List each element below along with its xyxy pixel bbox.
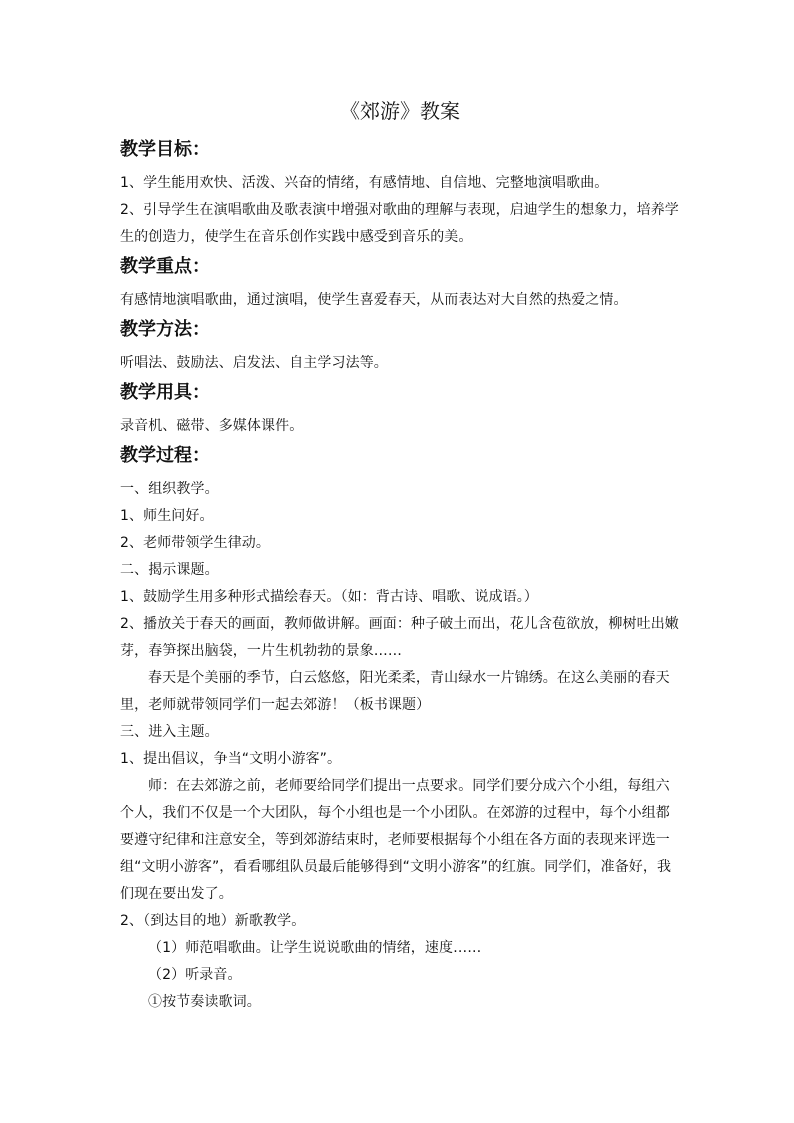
goal-item-1: 1、学生能用欢快、活泼、兴奋的情绪，有感情地、自信地、完整地演唱歌曲。 — [120, 175, 609, 191]
section-heading-methods: 教学方法： — [120, 319, 210, 340]
process-paragraph: 2、老师带领学生律动。 — [120, 535, 271, 551]
process-paragraph: 师：在去郊游之前，老师要给同学们提出一点要求。同学们要分成六个小组，每组六个人，我们不仅是一个大团队，每个小组也是一个小团队。在郊游的过程中，每个小组都要遵守纪律和注意安全，等到郊游结束时，老师要根据每个小组在各方面的表现来评选一组“文明小游客”，看看哪组队员最后能够得到“文明小游客”的红旗。同学们，准备好，我们现在要出发了。 — [120, 778, 672, 902]
tools-text: 录音机、磁带、多媒体课件。 — [120, 418, 304, 434]
section-heading-focus: 教学重点： — [120, 256, 210, 277]
process-paragraph: （2）听录音。 — [148, 967, 242, 983]
section-heading-process: 教学过程： — [120, 445, 210, 466]
goal-item-2: 2、引导学生在演唱歌曲及歌表演中增强对歌曲的理解与表现，启迪学生的想象力，培养学生的创造力，使学生在音乐创作实践中感受到音乐的美。 — [120, 202, 679, 245]
process-paragraph: 二、揭示课题。 — [120, 562, 219, 578]
process-paragraph: ①按节奏读歌词。 — [148, 994, 261, 1010]
focus-text: 有感情地演唱歌曲，通过演唱，使学生喜爱春天，从而表达对大自然的热爱之情。 — [120, 292, 628, 308]
process-paragraph: 1、鼓励学生用多种形式描绘春天。（如：背古诗、唱歌、说成语。） — [120, 589, 539, 605]
section-heading-tools: 教学用具： — [120, 382, 210, 403]
page-title: 《郊游》教案 — [340, 99, 460, 123]
process-paragraph: 1、提出倡议，争当“文明小游客”。 — [120, 751, 342, 767]
methods-text: 听唱法、鼓励法、启发法、自主学习法等。 — [120, 355, 388, 371]
process-paragraph: 春天是个美丽的季节，白云悠悠，阳光柔柔，青山绿水一片锦绣。在这么美丽的春天里，老师就带领同学们一起去郊游！（板书课题） — [120, 670, 670, 713]
process-paragraph: 三、进入主题。 — [120, 724, 219, 740]
process-paragraph: 1、师生问好。 — [120, 508, 214, 524]
document-page — [120, 96, 680, 1016]
process-paragraph: 2、播放关于春天的画面，教师做讲解。画面：种子破土而出，花儿含苞欲放，柳树吐出嫩芽，春笋探出脑袋，一片生机勃勃的景象…… — [120, 616, 679, 659]
process-paragraph: （1）师范唱歌曲。让学生说说歌曲的情绪，速度…… — [148, 940, 482, 956]
process-paragraph: 一、组织教学。 — [120, 481, 219, 497]
process-paragraph: 2、（到达目的地）新歌教学。 — [120, 913, 306, 929]
section-heading-goals: 教学目标： — [120, 139, 210, 160]
